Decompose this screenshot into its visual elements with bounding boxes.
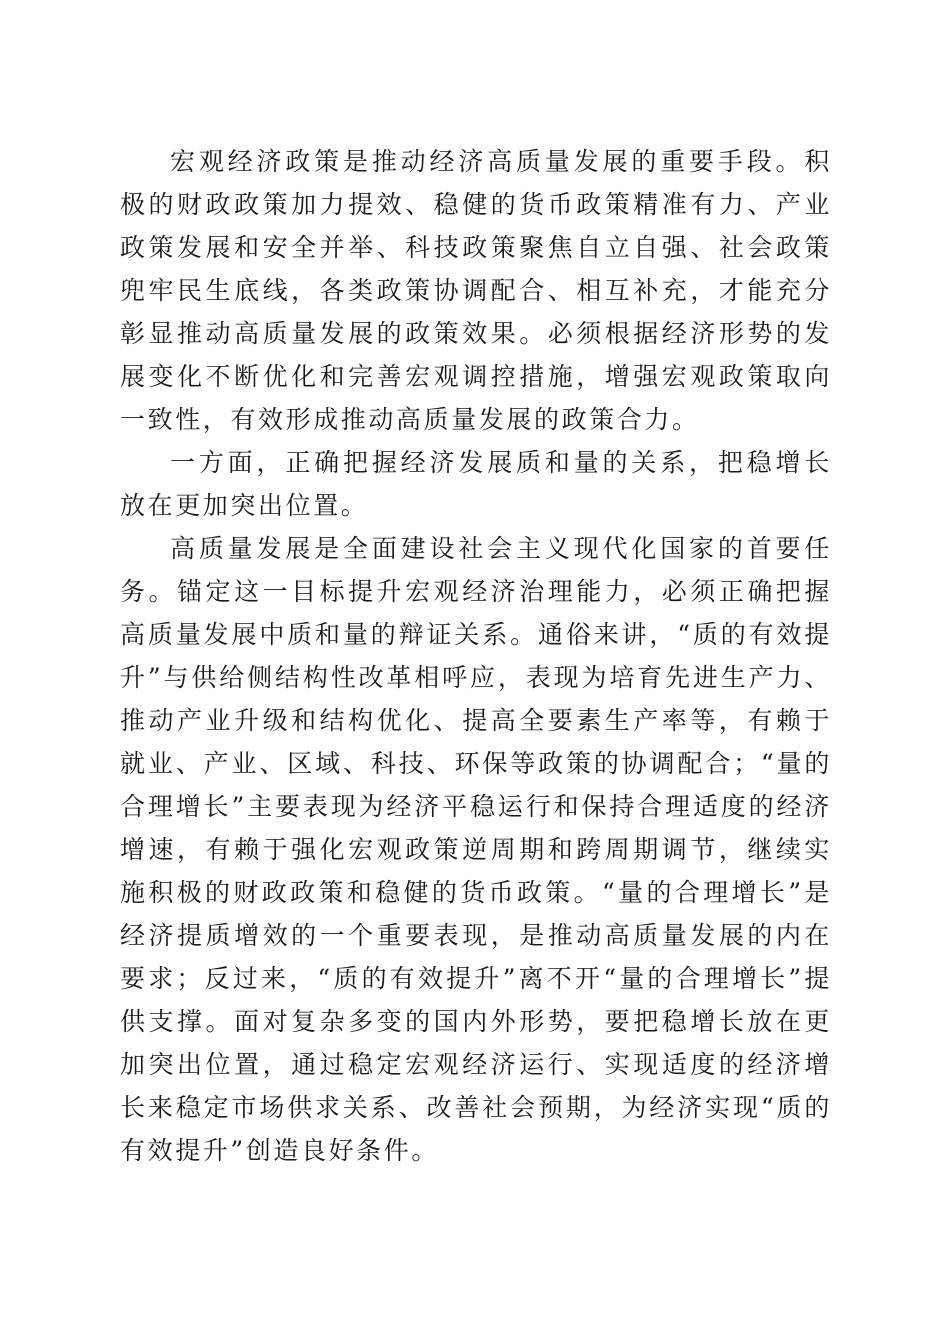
paragraph-heading-point: 一方面，正确把握经济发展质和量的关系，把稳增长放在更加突出位置。 — [120, 448, 832, 520]
paragraph-body: 高质量发展是全面建设社会主义现代化国家的首要任务。锚定这一目标提升宏观经济治理能力，必须正确把握高质量发展中质和量的辩证关系。通俗来讲，“质的有效提升”与供给侧结构性改革相呼应，表现为培育先进生产力、推动产业升级和结构优化、提高全要素生产率等，有赖于就业、产业、区域、科技、环保等政策的协调配合；“量的合理增长”主要表现为经济平稳运行和保持合理适度的经济增速，有赖于强化宏观政策逆周期和跨周期调节，继续实施积极的财政政策和稳健的货币政策。“量的合理增长”是经济提质增效的一个重要表现，是推动高质量发展的内在要求；反过来，“质的有效提升”离不开“量的合理增长”提供支撑。面对复杂多变的国内外形势，要把稳增长放在更加突出位置，通过稳定宏观经济运行、实现适度的经济增长来稳定市场供求关系、改善社会预期，为经济实现“质的有效提升”创造良好条件。 — [120, 534, 832, 1165]
paragraph-intro: 宏观经济政策是推动经济高质量发展的重要手段。积极的财政政策加力提效、稳健的货币政策精准有力、产业政策发展和安全并举、科技政策聚焦自立自强、社会政策兜牢民生底线，各类政策协调配合、相互补充，才能充分彰显推动高质量发展的政策效果。必须根据经济形势的发展变化不断优化和完善宏观调控措施，增强宏观政策取向一致性，有效形成推动高质量发展的政策合力。 — [120, 147, 832, 434]
document-body — [120, 140, 832, 1172]
